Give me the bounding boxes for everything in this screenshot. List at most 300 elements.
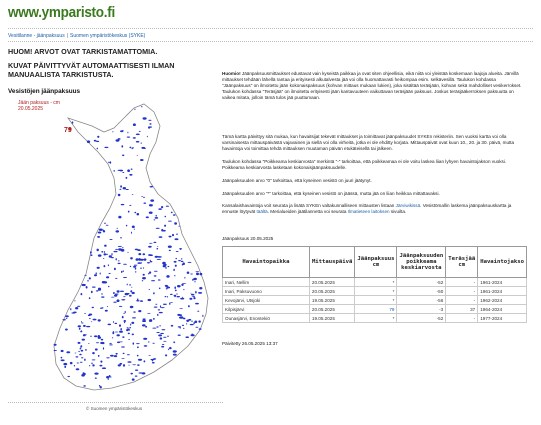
lake-shape (147, 313, 150, 314)
lake-shape (134, 229, 135, 230)
lake-shape (125, 311, 126, 314)
lake-shape (111, 253, 112, 256)
lake-shape (81, 374, 85, 377)
lake-shape (188, 262, 192, 263)
lake-shape (74, 300, 75, 301)
lake-shape (121, 204, 125, 205)
lake-shape (162, 344, 165, 345)
breadcrumb-syke[interactable]: Suomen ympäristökeskus (SYKE) (70, 33, 146, 39)
lake-shape (72, 121, 74, 123)
table-header-row (223, 247, 527, 278)
lake-shape (153, 318, 155, 320)
lake-shape (121, 358, 124, 359)
table-row (223, 305, 527, 314)
lake-shape (159, 236, 163, 238)
cell-deviation: -56 (397, 296, 446, 305)
lake-shape (141, 147, 145, 149)
lake-shape (167, 336, 169, 337)
lake-shape (78, 342, 81, 344)
lake-shape (108, 162, 110, 163)
lake-shape (157, 314, 158, 316)
lake-shape (104, 265, 106, 267)
lake-shape (89, 318, 90, 319)
lake-shape (93, 319, 97, 321)
lake-shape (108, 324, 109, 325)
table-caption: Jäänpaksuus 20.05.2025 (222, 236, 274, 241)
lake-shape (118, 263, 121, 264)
lake-shape (101, 339, 103, 341)
lake-shape (101, 251, 103, 253)
lake-shape (61, 359, 65, 361)
lake-shape (122, 247, 124, 248)
lake-shape (161, 229, 163, 232)
lake-shape (86, 326, 90, 327)
lake-shape (176, 296, 180, 297)
lake-shape (91, 291, 93, 294)
lake-shape (103, 258, 104, 259)
lake-shape (70, 308, 71, 310)
lake-shape (115, 332, 119, 333)
lake-shape (161, 307, 165, 308)
lake-shape (139, 372, 143, 373)
lake-shape (194, 321, 197, 324)
lake-shape (127, 361, 131, 363)
table-row (223, 314, 527, 323)
lake-shape (169, 250, 171, 251)
lake-shape (168, 221, 172, 222)
lake-shape (81, 357, 83, 358)
lake-shape (178, 260, 181, 261)
lake-shape (120, 291, 124, 292)
lake-shape (97, 267, 100, 269)
lake-shape (179, 317, 182, 319)
lake-shape (67, 376, 70, 377)
lake-shape (171, 212, 173, 214)
lake-shape (75, 353, 77, 354)
lake-shape (122, 316, 124, 319)
lake-shape (154, 219, 156, 220)
lake-shape (86, 286, 88, 289)
info-text-6b: . Vesistömallin laskema jäänpaksuuskartta ja ennuste löytyvät (222, 203, 512, 214)
lake-shape (70, 362, 73, 364)
lake-shape (137, 346, 139, 348)
lake-shape (138, 253, 141, 255)
lake-shape (173, 354, 177, 356)
lake-shape (137, 364, 140, 366)
lake-shape (98, 232, 102, 234)
lake-shape (198, 320, 200, 322)
lake-shape (138, 359, 142, 361)
lake-shape (100, 386, 102, 388)
info-text-1: Jäänpaksuusmittaukset edustavat vain kyseistä paikkaa ja ovat siten ohjeellisia, eikä niitä voi yleistää koskemaan laajoja alueita. Järvillä mittaukset tehdään lähellä rantaa ja erityisesti alkutalvesta jää voi olla huomattavasti heikompaa esim. selkävesillä. Taulukon kohdassa "Jäänpaksuus" on ilmoitettu jään kokonaispaksuus (kohvan mittaus mukaan lukien), joka sisältää teräsjään, kohvan sekä mahdolliset vesikerrokset. Taulukon kohdassa "Teräsjää" on ilmoitettu erityisesti jään kantavuuteen vaikuttavan teräsjään paksuus. Joskus teräsjääkerroksen paksuutta on vaikea mitata, jolloin tämä tulos jää puuttumaan. (222, 71, 522, 100)
lake-shape (140, 259, 144, 261)
cell-period: 1977-2024 (478, 314, 527, 323)
lake-shape (126, 189, 129, 190)
lake-shape (123, 353, 125, 354)
cell-period: 1961-2024 (478, 278, 527, 287)
lake-shape (176, 293, 177, 295)
lake-shape (120, 237, 121, 239)
lake-shape (169, 347, 172, 349)
lake-shape (74, 365, 75, 367)
lake-shape (124, 320, 127, 322)
lake-shape (123, 277, 127, 278)
lake-shape (128, 333, 130, 335)
lake-shape (78, 351, 79, 352)
lake-shape (97, 136, 99, 138)
lake-shape (185, 336, 189, 338)
lake-shape (127, 284, 128, 286)
lake-shape (134, 109, 136, 110)
info-paragraph-5 (222, 191, 527, 197)
map-legend-unit: Jään paksuus - cm (18, 100, 60, 106)
lake-shape (79, 354, 82, 356)
lake-shape (112, 332, 114, 334)
lake-shape (132, 364, 136, 365)
copyright: © Suomen ympäristökeskus (86, 406, 143, 411)
lake-shape (159, 325, 161, 326)
info-paragraph-3 (222, 159, 527, 171)
lake-shape (186, 320, 189, 322)
lake-shape (122, 172, 124, 173)
lake-shape (96, 272, 97, 274)
lake-shape (165, 285, 168, 286)
lake-shape (106, 225, 109, 226)
info-text-6a: Kansalaishavaintoja voit seurata ja lisätä SYKEn valtakunnalliseen mittausten listaan (222, 203, 396, 208)
info-text-2: Tämä kartta päivittyy sitä mukaa, kun havaitsijat tekevät mittaukset ja toimittavat jäänpaksuudet SYKEn rekisteriin. Sen vuoksi kartta voi olla varsinaisesta mittauspäivästä vajavainen ja siellä voi olla virheitä, jotka ei ole ehditty korjata. Mittauspäivät ovat kuun 10., 20. ja 30. päivä, mutta havaintoja voi toimittaa tehdä mittauksen muutaman päivän etukäteisellä tai jälkeen. (222, 134, 515, 151)
lake-shape (153, 242, 156, 243)
lake-shape (103, 347, 104, 349)
lake-shape (113, 251, 117, 252)
lake-shape (147, 262, 150, 263)
lake-shape (172, 234, 174, 236)
lake-shape (91, 321, 92, 322)
lake-shape (175, 290, 177, 292)
lake-shape (174, 261, 177, 263)
lake-shape (123, 296, 126, 297)
lake-shape (173, 269, 175, 271)
lake-shape (109, 343, 112, 344)
lake-shape (129, 284, 131, 286)
lake-shape (114, 170, 115, 172)
lake-shape (139, 131, 141, 132)
lake-shape (109, 239, 112, 240)
lake-shape (121, 271, 122, 273)
lake-shape (130, 290, 132, 292)
lake-shape (156, 332, 159, 333)
lake-shape (160, 337, 163, 339)
lake-shape (80, 362, 83, 363)
lake-shape (80, 345, 82, 347)
lake-shape (147, 136, 148, 138)
lake-shape (150, 199, 154, 201)
lake-shape (149, 204, 153, 206)
breadcrumb-separator: | (66, 33, 69, 39)
lake-shape (81, 321, 82, 322)
divider (8, 41, 533, 42)
lake-shape (191, 293, 192, 294)
breadcrumb-ice-thickness[interactable]: Vesitilanne - jäänpaksuus (8, 33, 65, 39)
lake-shape (126, 225, 127, 227)
lake-shape (80, 331, 83, 332)
lake-shape (61, 350, 64, 352)
cell-period: 1964-2024 (478, 305, 527, 314)
lake-shape (116, 139, 120, 141)
lake-shape (115, 294, 119, 295)
lake-shape (149, 243, 153, 244)
lake-shape (121, 299, 125, 300)
notice-unchecked: HUOM! ARVOT OVAT TARKISTAMATTOMIA. (8, 47, 158, 56)
lake-shape (176, 234, 178, 235)
lake-shape (111, 297, 115, 298)
lake-shape (179, 314, 182, 316)
lake-shape (143, 117, 147, 119)
cell-thickness: * (355, 296, 397, 305)
lake-shape (94, 140, 97, 142)
lake-shape (150, 261, 153, 262)
lake-shape (127, 137, 131, 138)
lake-shape (114, 295, 117, 297)
lake-shape (119, 324, 121, 327)
info-paragraph-4 (222, 178, 527, 184)
lake-shape (102, 367, 106, 369)
lake-shape (136, 343, 140, 344)
cell-date: 19.05.2025 (309, 296, 355, 305)
lake-shape (182, 325, 184, 326)
lake-shape (135, 249, 139, 251)
lake-shape (104, 147, 108, 148)
cell-thickness[interactable] (355, 305, 397, 314)
lake-shape (157, 246, 158, 247)
lake-shape (110, 161, 112, 164)
cell-deviation: -52 (397, 314, 446, 323)
lake-shape (117, 228, 118, 229)
site-logo[interactable]: www.ymparisto.fi (8, 4, 115, 21)
lake-shape (116, 230, 120, 232)
lake-shape (132, 194, 134, 195)
lake-shape (158, 279, 161, 280)
lake-shape (143, 318, 146, 320)
lake-shape (196, 273, 199, 275)
finland-map-svg (8, 96, 222, 398)
lake-shape (85, 349, 87, 350)
lake-shape (101, 296, 104, 297)
lake-shape (81, 293, 83, 295)
lake-shape (123, 364, 125, 367)
lake-shape (173, 214, 176, 216)
link-model-map[interactable]: täältä (256, 209, 268, 214)
lake-shape (193, 278, 197, 280)
lake-shape (182, 264, 183, 266)
lake-shape (134, 265, 138, 266)
lake-shape (98, 319, 101, 321)
lake-shape (109, 344, 113, 345)
lake-shape (89, 365, 90, 366)
lake-shape (126, 177, 128, 179)
link-fmi[interactable]: Ilmatieteen laitoksen (347, 209, 390, 214)
info-text-5: Jäänpaksuuden arvo "*" tarkoittaa, että kyseinen vesistö on jäässä, mutta jää on liian heikkoa mittattavaksi. (222, 191, 440, 196)
lake-shape (96, 290, 99, 291)
link-thickness-kilpisjarvi[interactable]: 79 (389, 306, 395, 312)
lake-shape (143, 197, 145, 198)
lake-shape (138, 310, 141, 312)
col-period: Havaintojakso (478, 247, 527, 278)
lake-shape (166, 206, 169, 207)
lake-shape (156, 215, 157, 217)
lake-shape (108, 273, 110, 274)
lake-shape (89, 277, 91, 279)
lake-shape (117, 334, 120, 336)
lake-shape (143, 267, 144, 269)
cell-period: 1962-2024 (478, 296, 527, 305)
lake-shape (91, 254, 93, 256)
lake-shape (126, 329, 128, 331)
lake-shape (158, 208, 162, 210)
lake-shape (148, 341, 149, 342)
lake-shape (146, 216, 149, 218)
lake-shape (191, 294, 194, 296)
lake-shape (83, 325, 86, 327)
lake-shape (181, 284, 183, 286)
cell-thickness: * (355, 314, 397, 323)
lake-shape (133, 266, 136, 268)
lake-shape (136, 134, 140, 136)
lake-shape (168, 349, 169, 351)
lake-shape (148, 120, 151, 121)
lake-shape (169, 236, 172, 238)
lake-shape (161, 346, 164, 348)
lake-shape (63, 363, 67, 365)
lake-shape (105, 310, 108, 312)
lake-shape (143, 274, 145, 276)
lake-shape (65, 329, 68, 331)
cell-thickness: * (355, 278, 397, 287)
lake-shape (157, 259, 161, 260)
lake-shape (148, 299, 152, 301)
lake-shape (136, 258, 139, 261)
lake-shape (95, 348, 98, 350)
lake-shape (122, 336, 124, 338)
lake-shape (156, 228, 160, 229)
lake-shape (132, 378, 135, 380)
lake-shape (141, 106, 143, 107)
lake-shape (144, 345, 148, 347)
lake-shape (125, 293, 129, 295)
lake-shape (94, 373, 98, 375)
info-text-6d: sivuilta. (389, 209, 407, 214)
lake-shape (180, 249, 181, 250)
lake-shape (91, 363, 92, 365)
lake-shape (123, 187, 126, 189)
lake-shape (163, 304, 167, 305)
lake-shape (167, 287, 170, 289)
cell-date: 20.05.2025 (309, 305, 355, 314)
lake-shape (129, 205, 131, 206)
lake-shape (174, 286, 176, 289)
lake-shape (113, 292, 115, 294)
lake-shape (119, 306, 122, 307)
lake-shape (104, 251, 105, 253)
lake-shape (151, 280, 155, 281)
lake-shape (197, 311, 199, 312)
lake-shape (114, 355, 117, 357)
lake-shape (131, 287, 132, 288)
lake-shape (168, 246, 172, 248)
lake-shape (155, 256, 158, 258)
lake-shape (97, 148, 98, 150)
lake-shape (117, 299, 120, 302)
lake-shape (90, 251, 92, 253)
col-date: Mittauspäivä (309, 247, 355, 278)
lake-shape (162, 329, 166, 330)
cell-steel-ice: - (446, 314, 478, 323)
lake-shape (149, 212, 153, 214)
lake-shape (121, 249, 125, 252)
lake-shape (194, 281, 195, 282)
lake-shape (132, 292, 135, 294)
lake-shape (190, 274, 193, 275)
lake-shape (154, 307, 158, 308)
lake-shape (76, 368, 80, 370)
lake-shape (149, 289, 150, 290)
lake-shape (121, 145, 123, 147)
lake-shape (90, 336, 91, 337)
cell-place: Ounasjärvi, Enontekiö (223, 314, 310, 323)
lake-shape (110, 355, 114, 357)
link-jarviwiki[interactable]: Järviwikissä (395, 203, 421, 208)
lake-shape (163, 341, 166, 342)
lake-shape (122, 155, 124, 157)
lake-shape (202, 315, 203, 317)
lake-shape (116, 258, 117, 260)
cell-date: 20.05.2025 (309, 287, 355, 296)
lake-shape (89, 297, 91, 299)
lake-shape (128, 365, 130, 366)
lake-shape (98, 288, 101, 290)
lake-shape (183, 328, 184, 329)
lake-shape (160, 305, 161, 307)
lake-shape (80, 348, 82, 349)
lake-shape (176, 258, 177, 259)
lake-shape (103, 281, 107, 283)
lake-shape (191, 334, 195, 336)
lake-shape (164, 225, 166, 227)
lake-shape (109, 255, 112, 257)
lake-shape (149, 271, 151, 273)
lake-shape (140, 300, 143, 302)
lake-shape (141, 143, 142, 144)
lake-shape (132, 334, 134, 336)
lake-shape (129, 174, 132, 176)
lake-shape (178, 326, 181, 327)
lake-shape (89, 314, 93, 316)
lake-shape (61, 357, 63, 359)
lake-shape (143, 203, 146, 204)
lake-shape (193, 322, 194, 324)
lake-shape (200, 273, 203, 275)
lake-shape (82, 339, 85, 341)
lake-shape (198, 292, 202, 294)
lake-shape (123, 313, 125, 314)
lake-shape (97, 236, 100, 238)
lake-shape (134, 212, 136, 214)
lake-shape (106, 276, 109, 278)
lake-shape (99, 229, 103, 231)
cell-place: Kilpisjärvi (223, 305, 310, 314)
lake-shape (92, 364, 94, 366)
lake-shape (127, 354, 130, 355)
cell-date: 20.05.2025 (309, 278, 355, 287)
